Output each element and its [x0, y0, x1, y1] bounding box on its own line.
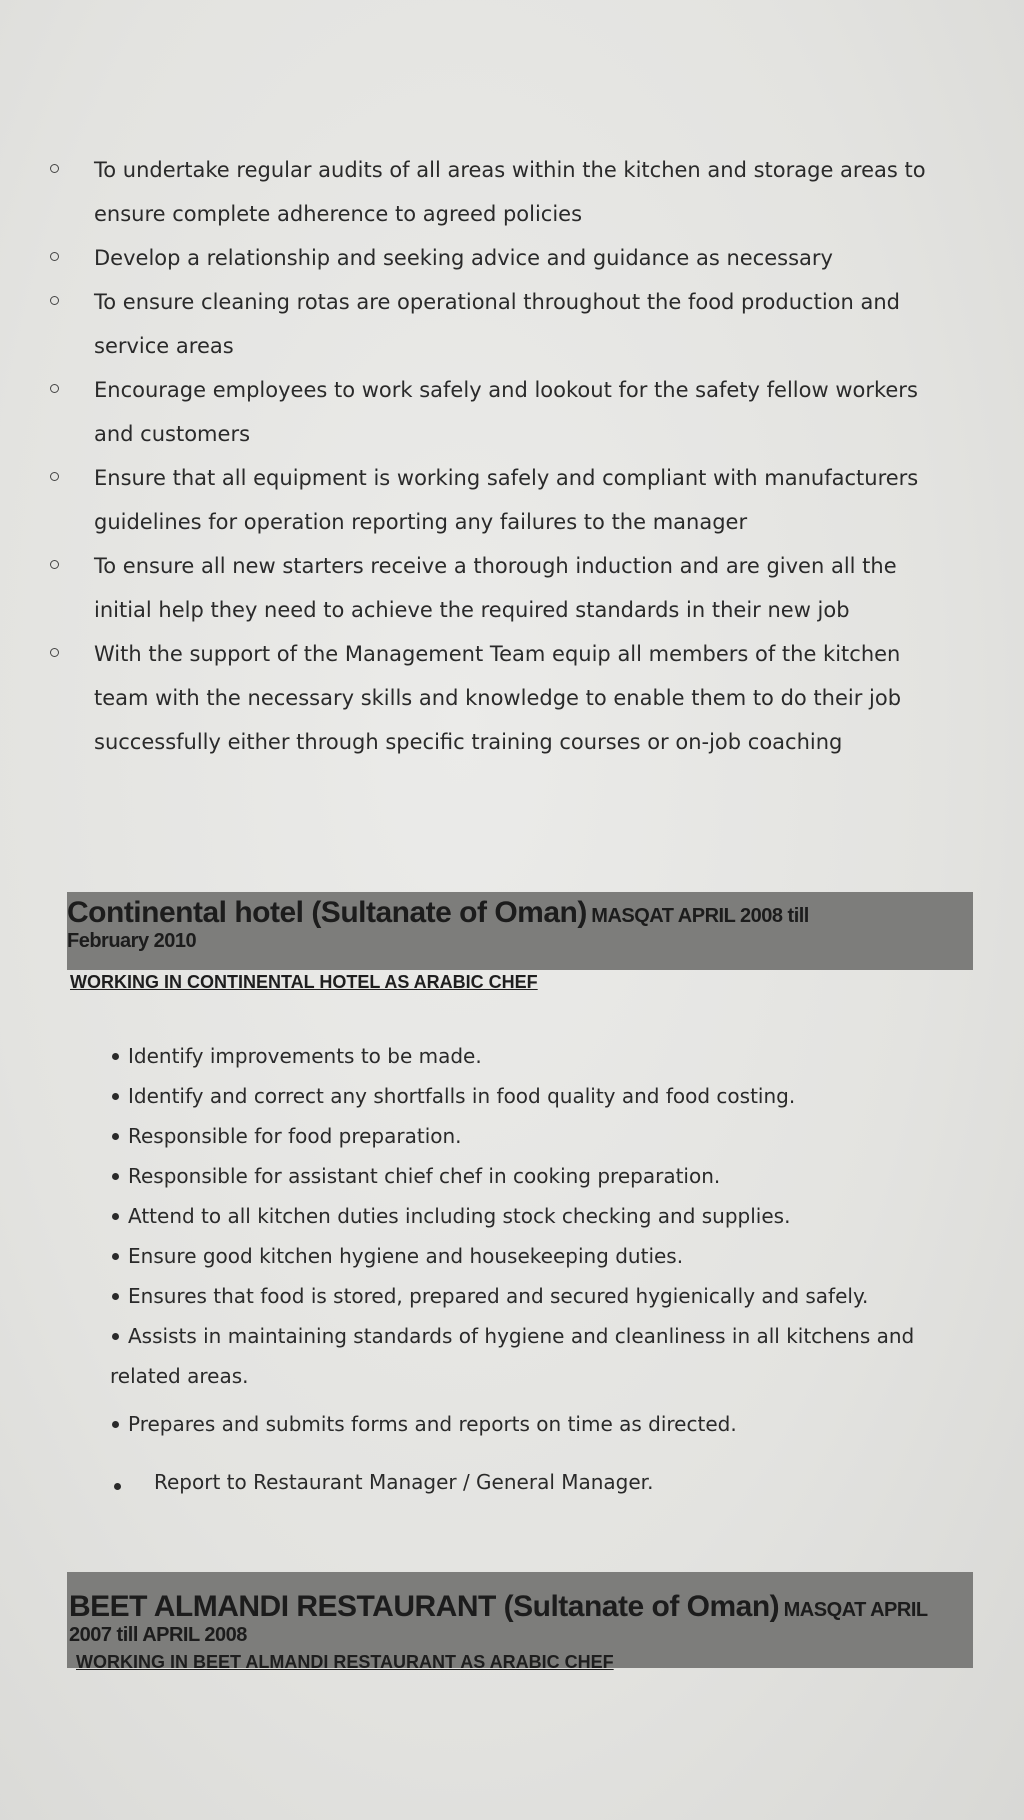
- hollow-bullet-icon: [50, 296, 59, 305]
- bullet-icon: [114, 1483, 121, 1490]
- list-item: Identify improvements to be made.: [110, 1036, 960, 1076]
- responsibilities-list: [40, 148, 940, 764]
- list-item: Responsible for assistant chief chef in cooking preparation.: [110, 1156, 960, 1196]
- job-subheading: WORKING IN BEET ALMANDI RESTAURANT AS ARABIC CHEF: [76, 1652, 614, 1672]
- bullet-icon: [112, 1421, 119, 1428]
- list-item: Ensure good kitchen hygiene and housekeeping duties.: [110, 1236, 960, 1276]
- employer-date-range: 2007 till APRIL 2008: [69, 1624, 247, 1646]
- hollow-bullet-icon: [50, 384, 59, 393]
- employer-location-date: MASQAT APRIL: [783, 1599, 928, 1621]
- hollow-bullet-icon: [50, 252, 59, 261]
- bullet-icon: [112, 1333, 119, 1340]
- list-item: Responsible for food preparation.: [110, 1116, 960, 1156]
- list-item: Ensure that all equipment is working safely and compliant with manufacturers guidelines for operation reporting any failures to the manager: [40, 456, 940, 544]
- employer-title: BEET ALMANDI RESTAURANT (Sultanate of Oman): [69, 1590, 780, 1623]
- employer-date-end: February 2010: [67, 930, 197, 952]
- section-header-continental: [67, 892, 973, 970]
- hollow-bullet-icon: [50, 560, 59, 569]
- report-line: Report to Restaurant Manager / General Manager.: [110, 1470, 653, 1494]
- job-subheading: WORKING IN CONTINENTAL HOTEL AS ARABIC CHEF: [70, 972, 538, 992]
- list-item: Ensures that food is stored, prepared and secured hygienically and safely.: [110, 1276, 960, 1316]
- list-item: Develop a relationship and seeking advice and guidance as necessary: [40, 236, 940, 280]
- bullet-icon: [112, 1173, 119, 1180]
- hollow-bullet-icon: [50, 648, 59, 657]
- bullet-icon: [112, 1253, 119, 1260]
- bullet-icon: [112, 1093, 119, 1100]
- list-item: Prepares and submits forms and reports on time as directed.: [110, 1404, 960, 1444]
- employer-location-date: MASQAT APRIL 2008 till: [591, 905, 809, 927]
- hollow-bullet-icon: [50, 472, 59, 481]
- list-item: To ensure cleaning rotas are operational throughout the food production and service areas: [40, 280, 940, 368]
- bullet-icon: [112, 1133, 119, 1140]
- bullet-icon: [112, 1213, 119, 1220]
- list-item: Attend to all kitchen duties including stock checking and supplies.: [110, 1196, 960, 1236]
- list-item: Identify and correct any shortfalls in food quality and food costing.: [110, 1076, 960, 1116]
- list-item: With the support of the Management Team equip all members of the kitchen team with the necessary skills and knowledge to enable them to do their job successfully either through specific training courses or on-job coaching: [40, 632, 940, 764]
- employer-title: Continental hotel (Sultanate of Oman): [67, 896, 587, 929]
- bullet-icon: [112, 1053, 119, 1060]
- duties-list: [110, 1036, 960, 1444]
- hollow-bullet-icon: [50, 164, 59, 173]
- list-item: To ensure all new starters receive a thorough induction and are given all the initial help they need to achieve the required standards in their new job: [40, 544, 940, 632]
- list-item: Assists in maintaining standards of hygiene and cleanliness in all kitchens and related areas.: [110, 1324, 915, 1388]
- list-item: To undertake regular audits of all areas within the kitchen and storage areas to ensure complete adherence to agreed policies: [40, 148, 940, 236]
- bullet-icon: [112, 1293, 119, 1300]
- list-item: Encourage employees to work safely and lookout for the safety fellow workers and customers: [40, 368, 940, 456]
